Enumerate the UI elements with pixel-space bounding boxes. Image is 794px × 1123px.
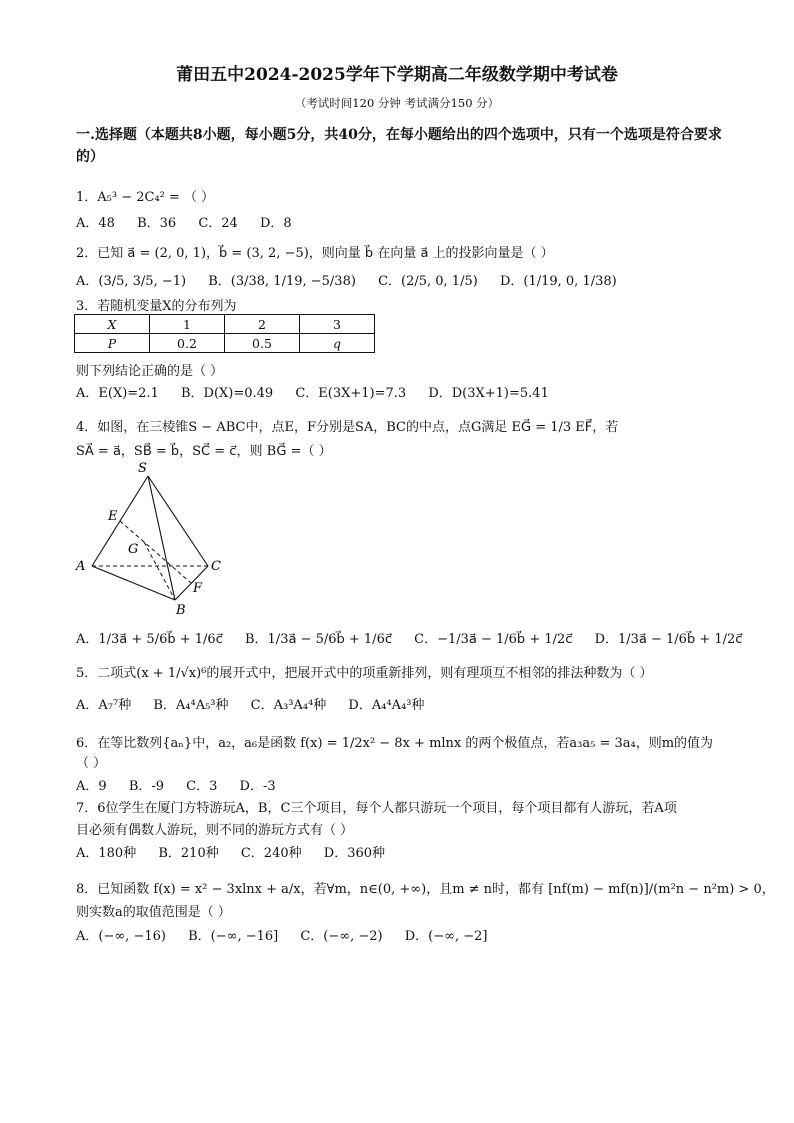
option-d: D．A₄⁴A₄³种 (348, 698, 425, 713)
question-1-stem: 1．A₅³ − 2C₄² = （ ） (76, 190, 215, 205)
table-cell: 3 (300, 315, 375, 334)
option-c: C．A₃³A₄⁴种 (250, 698, 327, 713)
question-4-stem-line2: SA⃗ = a⃗，SB⃗ = b⃗，SC⃗ = c⃗，则 BG⃗ =（ ） (76, 444, 332, 459)
option-c: C．−1/3a⃗ − 1/6b⃗ + 1/2c⃗ (414, 632, 573, 647)
table-cell: 0.5 (225, 334, 300, 353)
question-3-options (76, 382, 567, 401)
question-1-options (76, 212, 310, 231)
option-c: C．(2/5, 0, 1/5) (378, 274, 478, 289)
option-c: C．3 (186, 779, 218, 794)
exam-info: （考试时间120 分钟 考试满分150 分） (294, 96, 500, 110)
option-a: A．9 (76, 779, 107, 794)
option-d: D．(1/19, 0, 1/38) (499, 274, 617, 289)
question-4-stem-line1: 4．如图，在三棱锥S − ABC中，点E，F分别是SA，BC的中点，点G满足 EG⃗ = 1/3 EF⃗，若 (76, 420, 619, 435)
option-b: B．A₄⁴A₅³种 (153, 698, 229, 713)
table-cell: q (300, 334, 375, 353)
option-d: D．-3 (239, 779, 276, 794)
option-a: A．1/3a⃗ + 5/6b⃗ + 1/6c⃗ (76, 632, 223, 647)
option-a: A．(−∞, −16) (76, 929, 166, 944)
label-a: A (76, 559, 86, 574)
option-d: D．8 (259, 216, 292, 231)
question-3-stem: 3．若随机变量X的分布列为 (76, 299, 237, 314)
question-2-options (76, 270, 635, 289)
option-d: D．360种 (323, 846, 386, 861)
option-c: C．(−∞, −2) (300, 929, 383, 944)
table-cell: 2 (225, 315, 300, 334)
label-s: S (138, 461, 147, 476)
label-g: G (128, 542, 139, 557)
table-row (75, 315, 375, 334)
question-8-options (76, 925, 505, 944)
table-cell: X (75, 315, 150, 334)
table-cell: 1 (150, 315, 225, 334)
option-b: B．(−∞, −16] (188, 929, 279, 944)
option-c: C．E(3X+1)=7.3 (295, 386, 407, 401)
question-6-stem2: （ ） (76, 756, 107, 771)
distribution-table (74, 314, 375, 353)
option-b: B．1/3a⃗ − 5/6b⃗ + 1/6c⃗ (244, 632, 392, 647)
option-b: B．-9 (128, 779, 165, 794)
question-8-stem-line2: 则实数a的取值范围是（ ） (76, 905, 231, 920)
question-8-stem-line1: 8．已知函数 f(x) = x² − 3xlnx + a/x，若∀m，n∈(0, +∞)，且m ≠ n时，都有 [nf(m) − mf(n)]/(m²n − n²m) > 0， (76, 882, 775, 897)
question-7-stem-line1: 7．6位学生在厦门方特游玩A，B，C三个项目，每个人都只游玩一个项目，每个项目都有人游玩，若A项 (76, 801, 677, 816)
option-a: A．48 (76, 216, 115, 231)
option-c: C．240种 (240, 846, 302, 861)
question-4-options (76, 628, 760, 647)
tetrahedron-figure (70, 458, 240, 618)
option-a: A．E(X)=2.1 (76, 386, 159, 401)
option-a: A．(3/5, 3/5, −1) (76, 274, 187, 289)
label-f: F (193, 581, 203, 596)
option-d: D．1/3a⃗ − 1/6b⃗ + 1/2c⃗ (594, 632, 743, 647)
question-2-stem: 2．已知 a⃗ = (2, 0, 1)，b⃗ = (3, 2, −5)，则向量 b⃗ 在向量 a⃗ 上的投影向量是（ ） (76, 246, 554, 261)
table-row (75, 334, 375, 353)
label-e: E (108, 509, 118, 524)
question-3-follow: 则下列结论正确的是（ ） (76, 364, 224, 379)
table-cell: 0.2 (150, 334, 225, 353)
page-title: 莆田五中2024-2025学年下学期高二年级数学期中考试卷 (176, 65, 618, 85)
option-b: B．36 (137, 216, 177, 231)
option-a: A．180种 (76, 846, 137, 861)
section-heading: 一.选择题（本题共8小题，每小题5分，共40分，在每小题给出的四个选项中，只有一个选项是符合要求的） (76, 127, 722, 165)
label-b: B (176, 603, 186, 618)
option-b: B．210种 (158, 846, 219, 861)
option-a: A．A₇⁷种 (76, 698, 132, 713)
question-7-stem-line2: 目必须有偶数人游玩，则不同的游玩方式有（ ） (76, 823, 354, 838)
question-5-stem: 5．二项式(x + 1/√x)⁶的展开式中，把展开式中的项重新排列，则有理项互不相邻的排法种数为（ ） (76, 666, 653, 681)
option-b: B．(3/38, 1/19, −5/38) (208, 274, 356, 289)
label-c: C (211, 559, 221, 574)
option-c: C．24 (198, 216, 238, 231)
question-6-options (76, 775, 294, 794)
question-6-stem: 6．在等比数列{aₙ}中，a₂，a₆是函数 f(x) = 1/2x² − 8x + mlnx 的两个极值点，若a₃a₅ = 3a₄，则m的值为 (76, 736, 714, 751)
question-5-options (76, 694, 442, 713)
option-b: B．D(X)=0.49 (180, 386, 274, 401)
option-d: D．(−∞, −2] (404, 929, 488, 944)
option-d: D．D(3X+1)=5.41 (428, 386, 549, 401)
question-7-options (76, 842, 403, 861)
table-cell: P (75, 334, 150, 353)
